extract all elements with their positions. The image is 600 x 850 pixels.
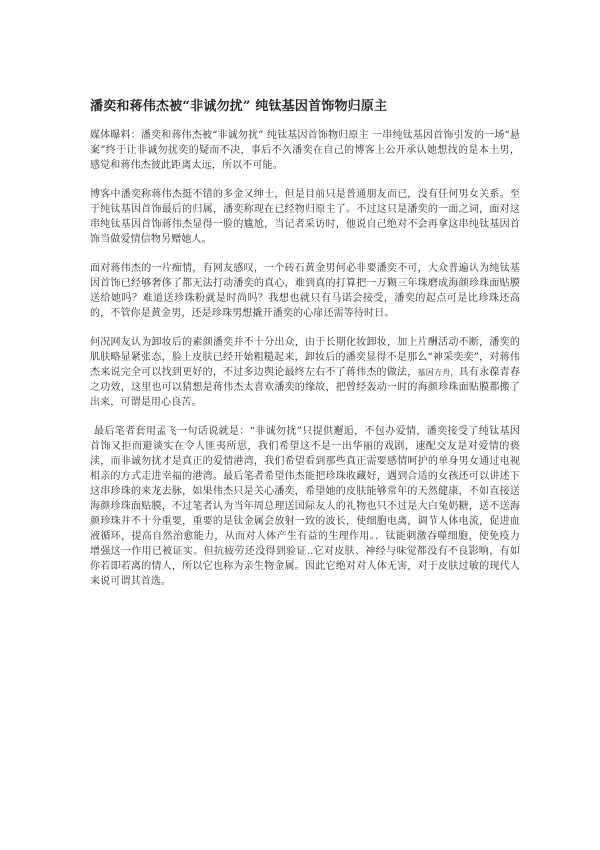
paragraph-netizens: 面对蒋伟杰的一片痴情，有网友感叹，一个砖石黄金男何必非要潘奕不可，大众普遍认为纯钛基因首饰已经够奢侈了都无法打动潘奕的真心，难到真的打算把一万颗三年珠磨成海颜珍珠面贴膜送给她吗？难道送珍珠粉就是时尚吗？我想也就只有马诺会接受，潘奕的起点可是比珍珠还高的，不管你是黄金男，还是珍珠男想撬开潘奕的心扉还需等待时日。 [90, 263, 520, 319]
paragraph-conclusion: 最后笔者套用孟飞一句话说就是：“非诚勿扰”只提供邂逅，不包办爱情，潘奕接受了纯钛基因首饰又拒而避谈实在令人匪夷所思，我们希望这不是一出华丽的戏剧，速配交友是对爱情的亵渎，而非诚勿扰才是真正的爱情港湾，我们希望看到那些真正需要感情呵护的单身男女通过电视相亲的方式走进幸福的港湾。最后笔者希望伟杰能把珍珠收藏好，遇到合适的女孩还可以讲述下这串珍珠的来龙去脉，如果伟杰只是关心潘奕，希望她的皮肤能够常年的天然健康，不如直接送海颜珍珠面贴膜，不过笔者认为当年周总理送国际友人的礼物也只不过是大白兔奶糖，送不送海颜珍珠并不十分重要，重要的是钛金属会放射一致的波长，使细胞电离，调节人体电流，促进血液循环，提高自然治愈能力，从而对人体产生有益的生理作用。．钛能刺激吞噬细胞，使免疫力增强这一作用已被证实。但抗疲劳还没得到验证..它对皮肤、神经与味觉都没有不良影响，有如你若即若离的情人，所以它也称为亲生物金属。因此它绝对对人体无害，对于皮肤过敏的现代人来说可谓其首选。 [90, 426, 520, 587]
article-title: 潘奕和蒋伟杰被“非诚勿扰” 纯钛基因首饰物归原主 [90, 99, 388, 114]
article [90, 95, 520, 603]
paragraph-makeup-text: 何况网友认为卸妆后的素颜潘奕并不十分出众，由于长期化妆卸妆，加上片酬活动不断，潘奕的肌肤略显紧张态，脸上皮肤已经开始粗糙起来，卸妆后的潘奕显得不是那么“神采奕奕”，对蒋伟杰来说完全可以找到更好的，不过多边舆论最终左右不了蒋伟杰的做法， [90, 337, 520, 378]
paragraph-makeup-text-end: 具有永葆青春之功效，这里也可以猜想是蒋伟杰太喜欢潘奕的缘故，把曾经轰动一时的海颜珍珠面贴膜都搬了出来，可谓是用心良苦。 [90, 367, 520, 408]
paragraph-makeup [90, 335, 520, 410]
paragraph-intro: 媒体曝料：潘奕和蒋伟杰被“非诚勿扰” 纯钛基因首饰物归原主 一串纯钛基因首饰引发的一场“悬案”终于让非诚勿扰奕的疑而不决，事后不久潘奕在自己的博客上公开承认她想找的是本土男，感觉和蒋伟杰彼此距离太远，所以不可能。 [90, 130, 520, 171]
paragraph-makeup-note: 基因方舟， [417, 368, 459, 377]
paragraph-blog: 博客中潘奕称蒋伟杰挺不错的多金又绅士，但是目前只是普通朋友而已，没有任何男女关系。至于纯钛基因首饰最后的归属，潘奕称现在已经物归原主了。不过这只是潘奕的一面之词，面对这串纯钛基因首饰蒋伟杰显得一脸的尴尬，当记者采访时，他说自己绝对不会再拿这串纯钛基因首饰当做爱情信物另赠她人。 [90, 189, 520, 245]
